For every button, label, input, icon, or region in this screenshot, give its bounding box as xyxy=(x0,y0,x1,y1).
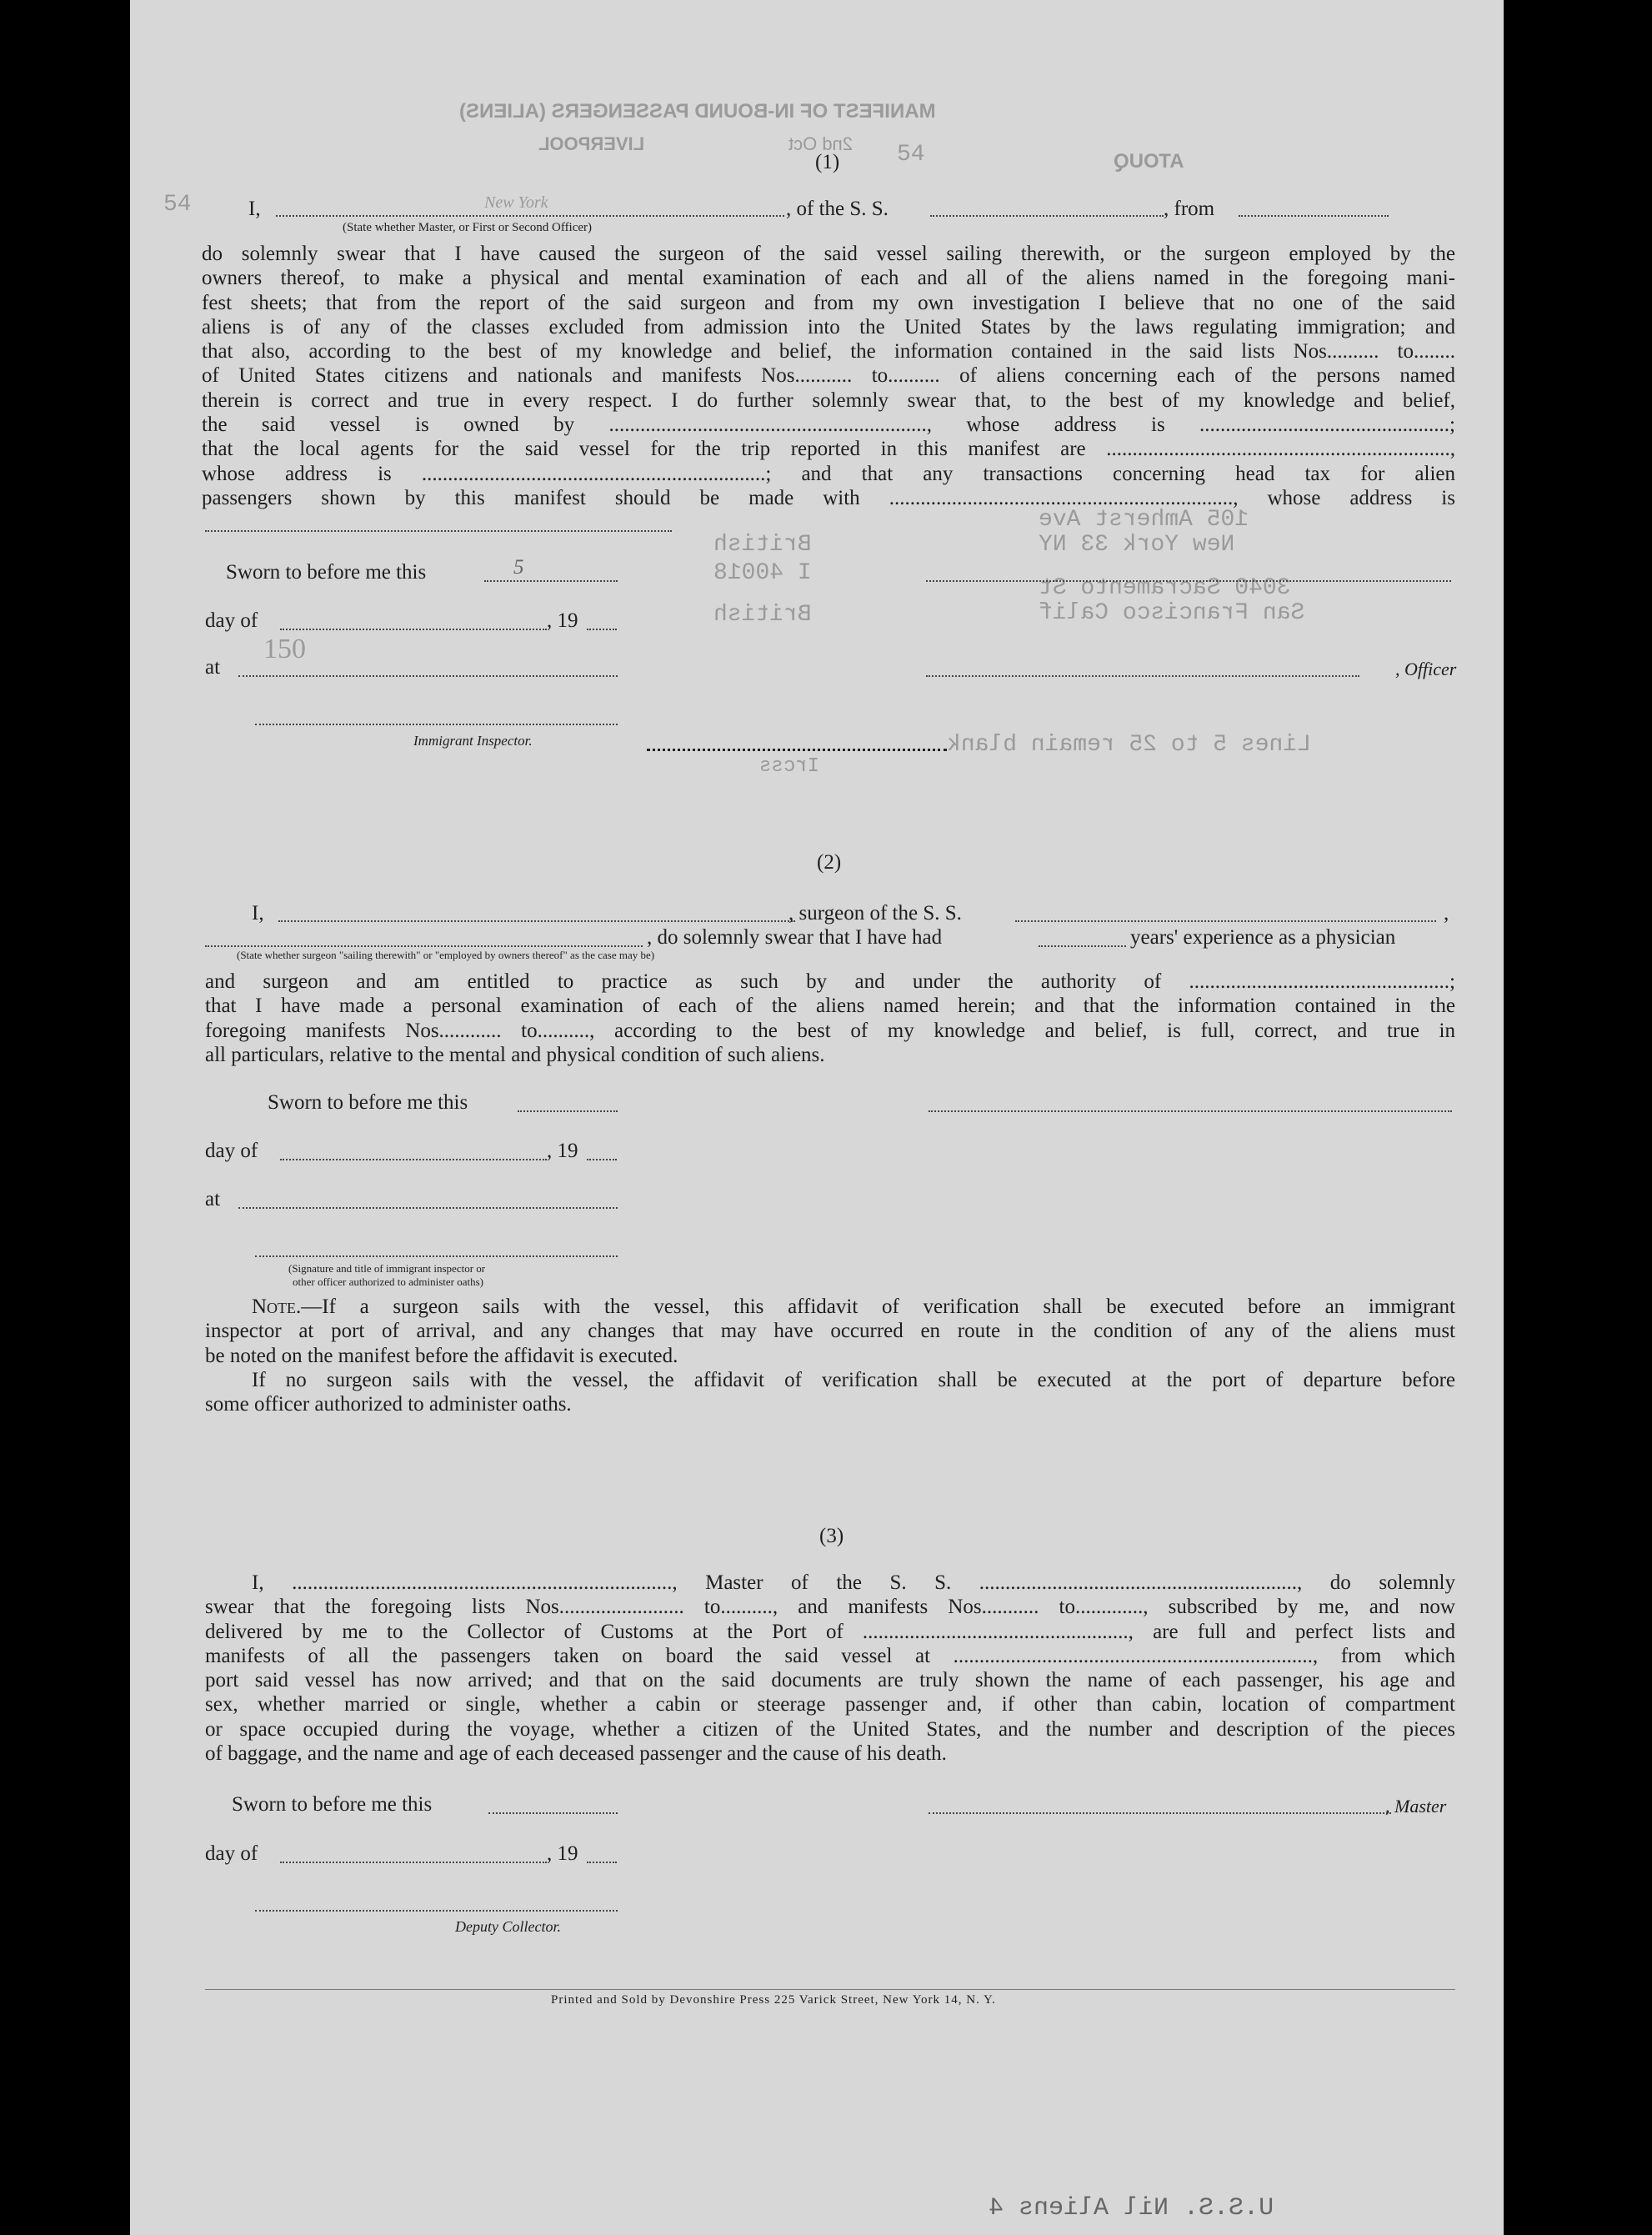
section2-para-line: foregoing manifests Nos............ to.........., according to the best of my knowledge and belief, is full, correct, and true in xyxy=(205,1019,1455,1042)
section1-year-field xyxy=(587,629,617,630)
section1-para-line: fest sheets; that from the report of the said surgeon and from my own investigation I believe that no one of the said xyxy=(202,291,1455,314)
section2-vessel-label: , surgeon of the S. S. xyxy=(788,902,962,925)
section1-address-continuation xyxy=(205,530,672,532)
section3-para-line: manifests of all the passengers taken on board the said vessel at ....................................................................., from which xyxy=(205,1644,1455,1667)
punch-hole xyxy=(1522,1449,1564,1491)
section1-para-line: do solemnly swear that I have caused the surgeon of the said vessel sailing therewith, or the surgeon employed by the xyxy=(202,243,1455,265)
section2-surgeon-type-field xyxy=(205,945,643,947)
section3-year-field xyxy=(587,1862,617,1863)
ghost-typed-address-3-text: 3040 Sacramento St xyxy=(1039,575,1291,601)
section2-at-field xyxy=(238,1207,618,1209)
section3-day-of-field xyxy=(280,1862,547,1863)
handwritten-sworn-day: 5 xyxy=(513,556,524,579)
ghost-typed-visa xyxy=(713,560,812,586)
section3-para-line: or space occupied during the voyage, whether a citizen of the United States, and the number and description of the pieces xyxy=(205,1717,1455,1741)
printer-imprint: Printed and Sold by Devonshire Press 225 Varick Street, New York 14, N. Y. xyxy=(551,1993,996,2007)
section1-day-of-field xyxy=(280,629,547,630)
punch-hole xyxy=(1522,718,1564,759)
section3-master-signature-field xyxy=(929,1812,1391,1814)
note-para-line: be noted on the manifest before the affidavit is executed. xyxy=(205,1344,678,1367)
section2-comma: , xyxy=(1444,902,1449,925)
section2-surgeon-name-field xyxy=(278,920,795,922)
section2-year-label: , 19 xyxy=(547,1140,578,1162)
section1-remain-field xyxy=(647,749,947,751)
section2-years-label: years' experience as a physician xyxy=(1130,926,1396,949)
ghost-footer-note xyxy=(989,2194,1274,2222)
section2-sworn-label: Sworn to before me this xyxy=(268,1091,468,1114)
section3-deputy-signature-field xyxy=(255,1910,618,1912)
ghost-typed-address-2 xyxy=(1039,532,1234,558)
section1-para-line: owners thereof, to make a physical and mental examination of each and all of the aliens named in the foregoing mani- xyxy=(202,267,1455,290)
punch-hole xyxy=(1522,1581,1564,1623)
section1-sworn-label: Sworn to before me this xyxy=(226,561,427,584)
section2-at-label: at xyxy=(205,1188,221,1210)
ghost-header-port-text: LIVERPOOL xyxy=(538,133,645,154)
section3-heading: (3) xyxy=(819,1525,844,1547)
ghost-typed-remain-blank-text: Lines 5 to 25 remain blank xyxy=(947,732,1311,758)
section1-para-line: passengers shown by this manifest should be made with .................................................................., whose address is xyxy=(202,486,1455,509)
ghost-typed-nationality-1-text: British xyxy=(713,532,812,558)
section2-signature-caption-1: (Signature and title of immigrant inspector or xyxy=(288,1262,486,1275)
section3-master-label: , Master xyxy=(1385,1796,1447,1817)
ghost-header-port xyxy=(538,133,644,155)
handwritten-new-york-text: New York xyxy=(484,193,548,212)
ghost-day-number xyxy=(263,634,306,665)
section1-at-label: at xyxy=(205,656,221,679)
section3-para-line: sex, whether married or single, whether a cabin or steerage passenger and, if other than cabin, location of compartment xyxy=(205,1693,1455,1716)
ghost-typed-nationality-2 xyxy=(713,602,812,628)
punch-hole xyxy=(1522,248,1564,290)
section1-oath-i: I, xyxy=(248,198,261,220)
section2-surgeon-caption: (State whether surgeon "sailing therewith" or "employed by owners thereof" as the case may be) xyxy=(237,949,655,961)
section1-para-line: that also, according to the best of my knowledge and belief, the information contained in the said lists Nos.......... to........ xyxy=(202,340,1455,363)
ghost-typed-nationality-2-text: British xyxy=(713,602,812,628)
ghost-page-number-left xyxy=(163,192,192,218)
punch-hole xyxy=(1522,589,1564,630)
section3-para-line: port said vessel has now arrived; and that on the said documents are truly shown the name of each passenger, his age and xyxy=(205,1669,1455,1692)
section2-para-line: that I have made a personal examination of each of the aliens named herein; and that the information contained in the xyxy=(205,995,1455,1018)
note-para-line: If no surgeon sails with the vessel, the affidavit of verification shall be executed at the port of departure before xyxy=(252,1368,1455,1391)
punch-hole xyxy=(1522,1963,1564,2005)
section1-inspector-signature-field xyxy=(255,724,618,725)
section2-years-field xyxy=(1039,945,1126,947)
section1-year-label: , 19 xyxy=(547,609,578,632)
ghost-typed-nationality-1 xyxy=(713,532,812,558)
ghost-typed-visa-text: I 40018 xyxy=(713,560,812,586)
section1-sworn-field xyxy=(484,580,618,582)
section1-from-field xyxy=(1239,215,1389,217)
section3-para-line: delivered by me to the Collector of Customs at the Port of ..................................................., are full and perfect lists and xyxy=(205,1620,1455,1643)
note-para-line xyxy=(205,1295,1455,1319)
section1-day-of-label: day of xyxy=(205,609,258,632)
section3-sworn-field xyxy=(488,1812,618,1814)
section3-year-label: , 19 xyxy=(547,1842,578,1865)
note-label: Note. xyxy=(252,1295,302,1318)
section1-officer-label: , Officer xyxy=(1395,659,1457,679)
section1-officer-caption: (State whether Master, or First or Second Officer) xyxy=(343,221,593,234)
section1-officer-signature-field xyxy=(926,580,1451,582)
section1-vessel-label: , of the S. S. xyxy=(786,198,889,220)
ghost-typed-address-1 xyxy=(1039,507,1249,533)
section2-heading: (2) xyxy=(817,851,842,874)
section3-sworn-label: Sworn to before me this xyxy=(232,1793,433,1816)
note-line-text: —If a surgeon sails with the vessel, this affidavit of verification shall be executed before an immigrant xyxy=(301,1295,1455,1318)
section3-deputy-caption: Deputy Collector. xyxy=(455,1918,561,1935)
section1-para-line: of United States citizens and nationals and manifests Nos........... to.......... of aliens concerning each of the persons named xyxy=(202,364,1455,388)
section2-inspector-signature-field xyxy=(255,1255,618,1257)
section1-para-line: that the local agents for the said vessel for the trip reported in this manifest are .................................................................., xyxy=(202,438,1455,461)
section2-sworn-field xyxy=(518,1110,618,1112)
ghost-header-quota xyxy=(1114,150,1184,173)
handwritten-new-york xyxy=(484,193,548,213)
section1-para-line: the said vessel is owned by ............................................................., whose address is ................................................; xyxy=(202,413,1455,437)
section1-para-line: aliens is of any of the classes excluded from admission into the United States by the laws regulating immigration; and xyxy=(202,315,1455,338)
ghost-header-title xyxy=(459,100,936,123)
section1-paragraph xyxy=(202,242,1455,510)
note-para-line: inspector at port of arrival, and any changes that may have occurred en route in the condition of any of the aliens must xyxy=(205,1320,1455,1343)
ghost-typed-remain-blank xyxy=(947,732,1311,758)
section2-day-of-field xyxy=(280,1159,547,1160)
section2-vessel-field xyxy=(1015,920,1436,922)
ghost-typed-address-4-text: San Francisco Calif xyxy=(1039,600,1305,626)
document-page xyxy=(130,0,1504,2235)
section1-heading: (1) xyxy=(815,151,840,173)
punch-hole xyxy=(1522,67,1564,108)
ghost-page-number-text: 54 xyxy=(897,142,925,168)
ghost-typed-address-3 xyxy=(1039,575,1290,601)
section1-officer-field xyxy=(276,215,784,217)
ghost-typed-address-2-text: New York 33 NY xyxy=(1039,532,1235,558)
section1-inspector-caption: Immigrant Inspector. xyxy=(413,733,533,749)
note-block xyxy=(205,1295,1455,1416)
ghost-page-number xyxy=(897,142,925,168)
section1-at-field xyxy=(238,675,618,677)
punch-hole xyxy=(1522,193,1564,235)
section1-para-line: whose address is ..................................................................; and that any transactions concerning head tax for alien xyxy=(202,462,1455,485)
ghost-typed-address-4 xyxy=(1039,600,1304,626)
ghost-page-number-left-text: 54 xyxy=(163,192,192,218)
section2-day-of-label: day of xyxy=(205,1140,258,1162)
footer-rule xyxy=(205,1989,1455,1990)
ghost-day-number-text: 150 xyxy=(263,634,306,664)
section1-para-line: therein is correct and true in every respect. I do further solemnly swear that, to the best of my knowledge and belief, xyxy=(202,388,1455,412)
punch-hole xyxy=(1522,1103,1564,1145)
section2-para-line: all particulars, relative to the mental and physical condition of such aliens. xyxy=(205,1043,825,1066)
ghost-typed-address-1-text: 105 Amherst Ave xyxy=(1039,507,1249,533)
ghost-typed-remain-2 xyxy=(759,755,819,778)
section2-signature-caption-2: other officer authorized to administer oaths) xyxy=(293,1275,483,1288)
section2-signature-field xyxy=(929,1110,1452,1112)
section3-para-line: swear that the foregoing lists Nos........................ to.........., and manifests Nos........... to............., subscribed by me, and now xyxy=(205,1596,1455,1619)
ghost-header-quota-text: ATOUQ xyxy=(1114,150,1184,173)
section1-vessel-field xyxy=(930,215,1164,217)
section2-swear-label: , do solemnly swear that I have had xyxy=(647,926,943,949)
section2-para-line: and surgeon and am entitled to practice as such by and under the authority of ..................................................; xyxy=(205,970,1455,993)
section1-officer-field-2 xyxy=(926,675,1359,677)
section3-para-line: of baggage, and the name and age of each deceased passenger and the cause of his death. xyxy=(205,1742,947,1766)
note-para-line: some officer authorized to administer oaths. xyxy=(205,1393,572,1416)
ghost-header-title-text: MANIFEST OF IN-BOUND PASSENGERS (ALIENS) xyxy=(459,100,936,123)
section2-paragraph xyxy=(205,970,1455,1067)
ghost-header-date-text: 2nd Oct xyxy=(788,133,854,154)
ghost-footer-note-text: U.S.S. Nil Aliens 4 xyxy=(989,2194,1274,2222)
ghost-typed-remain-2-text: Ircss xyxy=(759,755,820,778)
section2-year-field xyxy=(587,1159,617,1160)
section2-oath-i: I, xyxy=(252,902,264,925)
section3-day-of-label: day of xyxy=(205,1842,258,1865)
section1-from-label: , from xyxy=(1164,198,1215,220)
section3-para-line: I, ........................................................................., Master of the S. S. ............................................................., do solemnly xyxy=(252,1571,1455,1594)
section3-paragraph xyxy=(205,1571,1455,1766)
